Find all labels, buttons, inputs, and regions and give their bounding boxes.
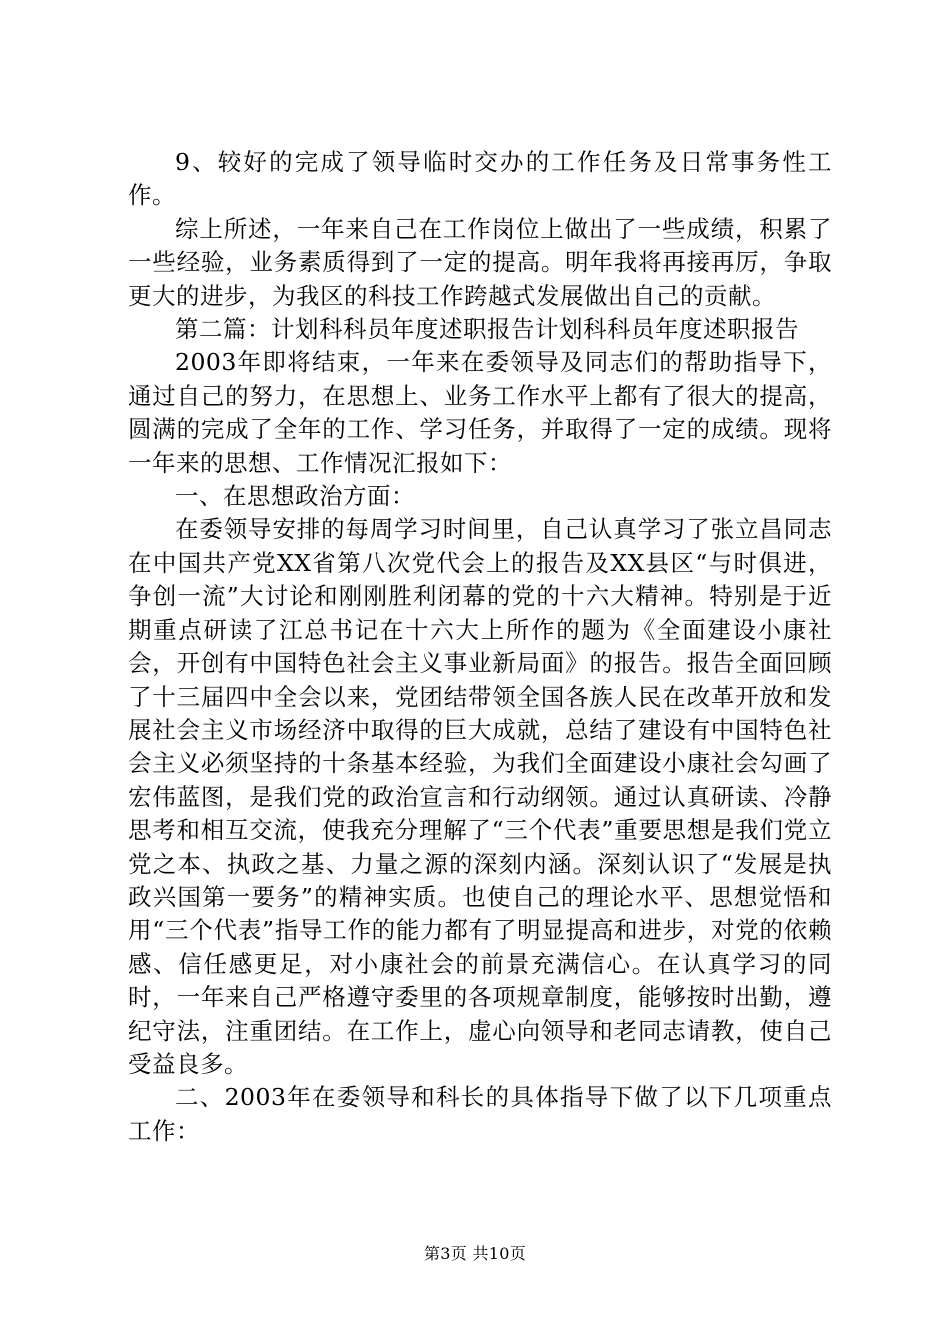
paragraph-item-9: 9、较好的完成了领导临时交办的工作任务及日常事务性工作。 bbox=[128, 148, 832, 210]
section-heading-part-two: 第二篇：计划科科员年度述职报告计划科科员年度述职报告 bbox=[175, 315, 799, 344]
section-heading-ideology: 一、在思想政治方面： bbox=[175, 482, 415, 511]
paragraph-intro: 2003年即将结束，一年来在委领导及同志们的帮助指导下，通过自己的努力，在思想上、业务工作水平上都有了很大的提高，圆满的完成了全年的工作、学习任务，并取得了一定的成绩。现将一年来的思想、工作情况汇报如下： bbox=[128, 348, 832, 477]
document-body bbox=[128, 146, 832, 1148]
section-heading-key-work: 二、2003年在委领导和科长的具体指导下做了以下几项重点工作： bbox=[128, 1083, 832, 1145]
page-number-footer: 第3页 共10页 bbox=[423, 1244, 527, 1263]
paragraph-summary: 综上所述，一年来自己在工作岗位上做出了一些成绩，积累了一些经验，业务素质得到了一定的提高。明年我将再接再厉，争取更大的进步，为我区的科技工作跨越式发展做出自己的贡献。 bbox=[128, 214, 832, 310]
paragraph-ideology-study: 在委领导安排的每周学习时间里，自己认真学习了张立昌同志在中国共产党XX省第八次党代会上的报告及XX县区“与时俱进，争创一流”大讨论和刚刚胜利闭幕的党的十六大精神。特别是于近期重点研读了江总书记在十六大上所作的题为《全面建设小康社会，开创有中国特色社会主义事业新局面》的报告。报告全面回顾了十三届四中全会以来，党团结带领全国各族人民在改革开放和发展社会主义市场经济中取得的巨大成就，总结了建设有中国特色社会主义必须坚持的十条基本经验，为我们全面建设小康社会勾画了宏伟蓝图，是我们党的政治宣言和行动纲领。通过认真研读、冷静思考和相互交流，使我充分理解了“三个代表”重要思想是我们党立党之本、执政之基、力量之源的深刻内涵。深刻认识了“发展是执政兴国第一要务”的精神实质。也使自己的理论水平、思想觉悟和用“三个代表”指导工作的能力都有了明显提高和进步，对党的依赖感、信任感更足，对小康社会的前景充满信心。在认真学习的同时，一年来自己严格遵守委里的各项规章制度，能够按时出勤，遵纪守法，注重团结。在工作上，虚心向领导和老同志请教，使自己受益良多。 bbox=[128, 515, 832, 1078]
